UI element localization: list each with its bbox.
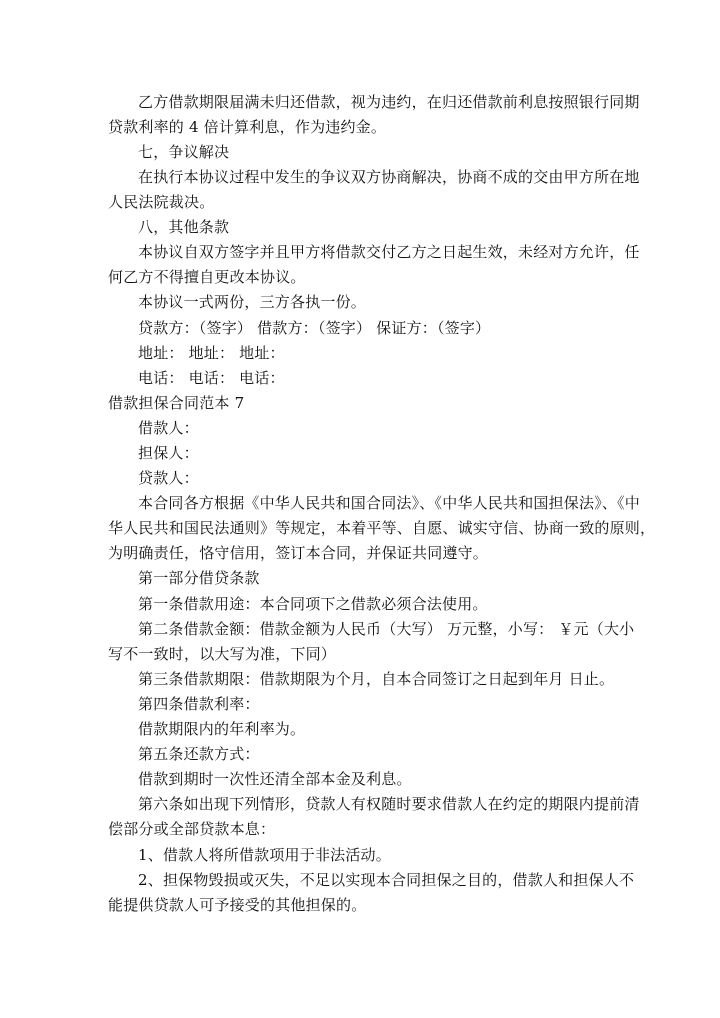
clause-line: 第一条借款用途：本合同项下之借款必须合法使用。 [138,595,488,613]
paragraph-line: 为明确责任，恪守信用，签订本合同，并保证共同遵守。 [108,544,489,562]
section-heading: 八，其他条款 [138,218,230,236]
clause-line: 借款期限内的年利率为。 [138,720,306,738]
clause-line: 第二条借款金额：借款金额为人民币（大写） 万元整，小写： ￥元（大小 [138,620,635,638]
list-item: 1、借款人将所借款项用于非法活动。 [138,846,391,864]
paragraph-line: 贷款利率的 4 倍计算利息，作为违约金。 [108,118,387,136]
paragraph-line: 华人民共和国民法通则》等规定，本着平等、自愿、诚实守信、协商一致的原则， [108,519,656,537]
paragraph-line: 本协议一式两份，三方各执一份。 [138,293,367,311]
party-borrower: 借款人： [138,419,199,437]
clause-line: 偿部分或全部贷款本息： [108,820,276,838]
paragraph-line: 本协议自双方签字并且甲方将借款交付乙方之日起生效，未经对方允许，任 [138,243,640,261]
clause-line: 借款到期时一次性还清全部本金及利息。 [138,770,412,788]
clause-line: 第六条如出现下列情形，贷款人有权随时要求借款人在约定的期限内提前清 [138,795,640,813]
signature-line: 贷款方：（签字） 借款方：（签字） 保证方：（签字） [138,319,491,337]
party-guarantor: 担保人： [138,444,199,462]
clause-line: 写不一致时，以大写为准，下同） [108,645,337,663]
clause-line: 第五条还款方式： [138,745,260,763]
party-lender: 贷款人： [138,469,199,487]
clause-line: 第三条借款期限：借款期限为个月，自本合同签订之日起到年月 日止。 [138,670,615,688]
address-line: 地址： 地址： 地址： [138,344,285,362]
section-heading: 第一部分借贷条款 [138,569,260,587]
document-title: 借款担保合同范本 7 [108,394,245,412]
list-item: 2、担保物毁损或灭失，不足以实现本合同担保之目的，借款人和担保人不 [138,871,635,889]
paragraph-line: 人民法院裁决。 [108,193,215,211]
list-item: 能提供贷款人可予接受的其他担保的。 [108,896,367,914]
section-heading: 七，争议解决 [138,143,230,161]
paragraph-line: 乙方借款期限届满未归还借款，视为违约，在归还借款前利息按照银行同期 [138,93,640,111]
clause-line: 第四条借款利率： [138,695,260,713]
phone-line: 电话： 电话： 电话： [138,369,285,387]
paragraph-line: 何乙方不得擅自更改本协议。 [108,268,306,286]
paragraph-line: 在执行本协议过程中发生的争议双方协商解决，协商不成的交由甲方所在地 [138,168,640,186]
paragraph-line: 本合同各方根据《中华人民共和国合同法》、《中华人民共和国担保法》、《中 [138,494,641,512]
